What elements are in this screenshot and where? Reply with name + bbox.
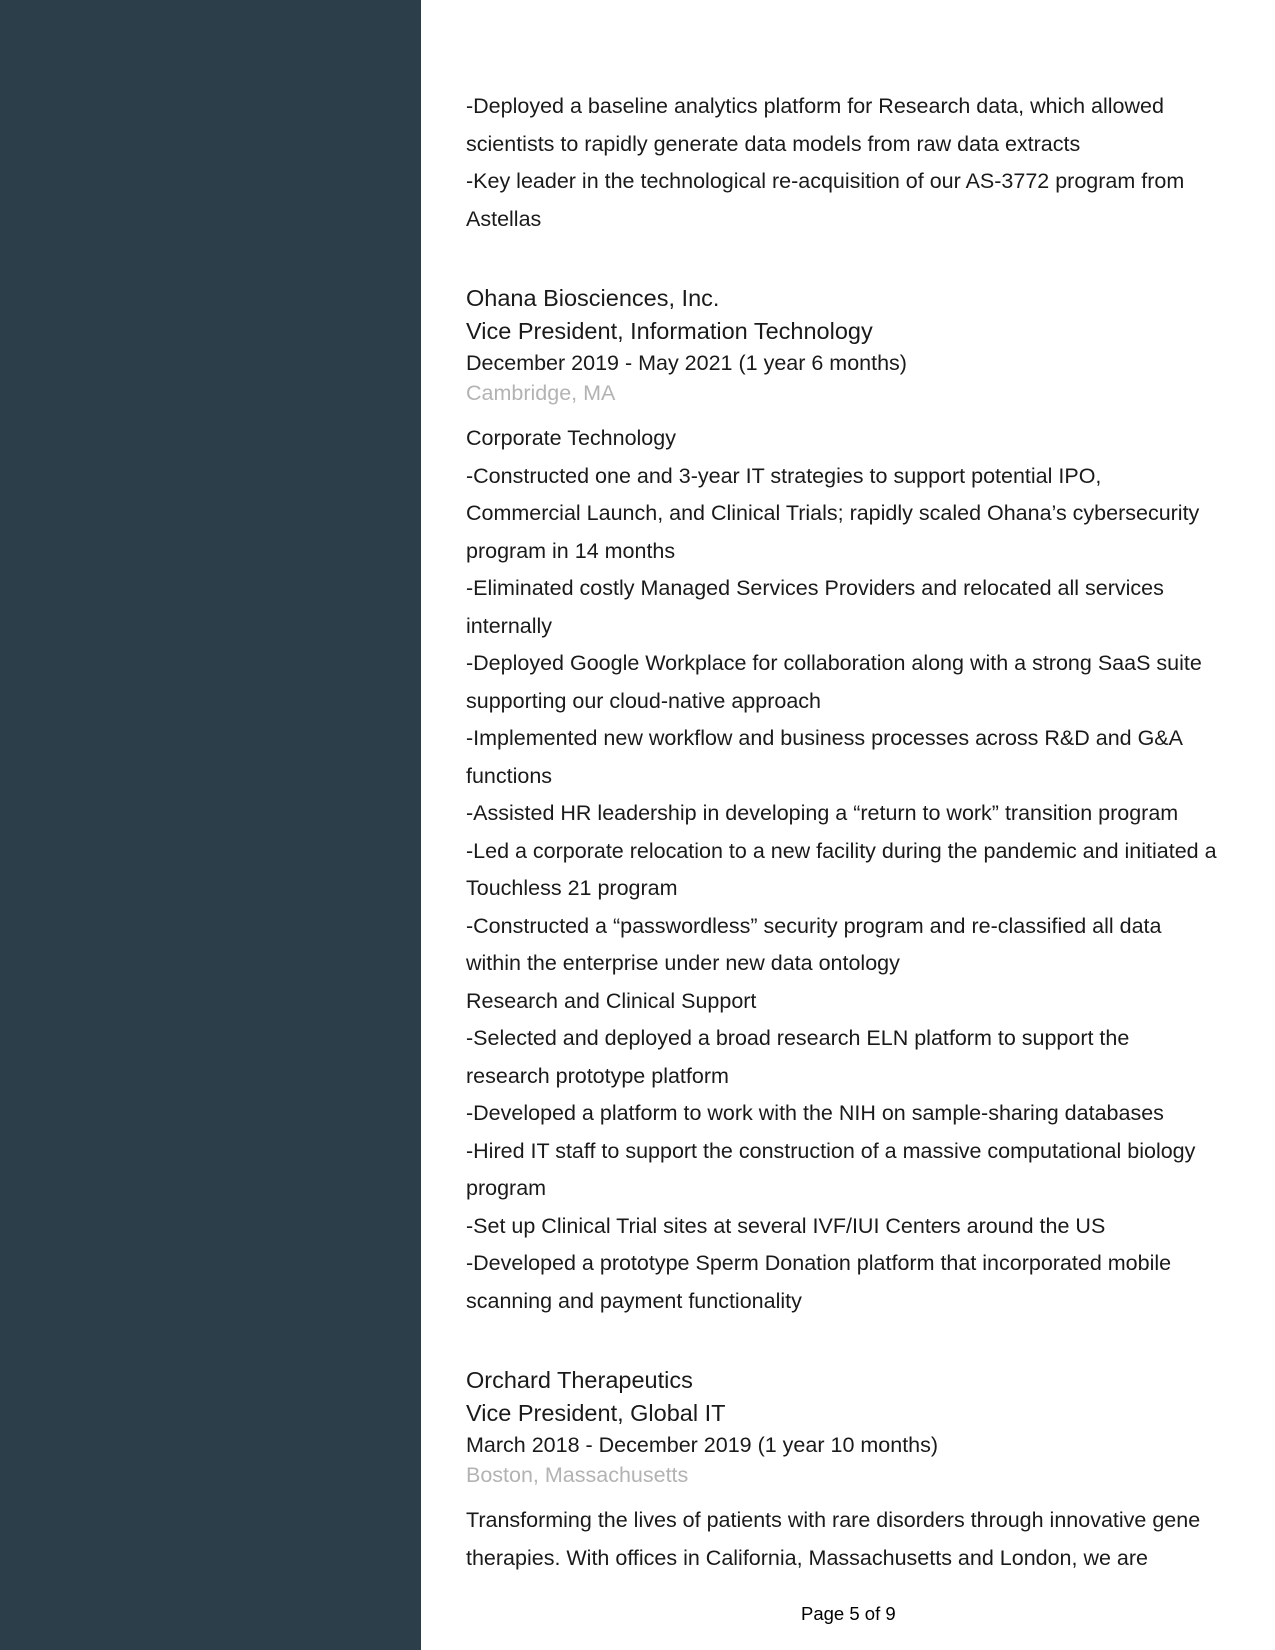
description-line: -Constructed a “passwordless” security program and re-classified all data [466, 913, 1162, 938]
resume-content [466, 88, 1246, 1577]
page-number: Page 5 of 9 [801, 1603, 896, 1624]
description-line: scanning and payment functionality [466, 1288, 802, 1313]
job-entry-ohana [466, 282, 1246, 1320]
description-line: -Developed a prototype Sperm Donation platform that incorporated mobile [466, 1251, 1172, 1275]
job-description [466, 420, 1246, 1320]
description-line: Commercial Launch, and Clinical Trials; rapidly scaled Ohana’s cybersecurity [466, 501, 1200, 525]
company-name: Orchard Therapeutics [466, 1367, 693, 1393]
description-line: -Deployed Google Workplace for collaboration along with a strong SaaS suite [466, 651, 1202, 675]
description-line: Transforming the lives of patients with rare disorders through innovative gene [466, 1508, 1201, 1532]
description-line: -Led a corporate relocation to a new facility during the pandemic and initiated a [466, 838, 1217, 863]
continued-job-description [466, 88, 1246, 238]
description-line: -Set up Clinical Trial sites at several IVF/IUI Centers around the US [466, 1213, 1106, 1238]
description-line: -Selected and deployed a broad research ELN platform to support the [466, 1026, 1130, 1050]
description-line: functions [466, 763, 553, 788]
description-line: -Developed a platform to work with the NIH on sample-sharing databases [466, 1101, 1164, 1125]
description-line: -Key leader in the technological re-acquisition of our AS-3772 program from [466, 169, 1185, 193]
description-line: research prototype platform [466, 1063, 729, 1088]
job-entry-orchard [466, 1364, 1246, 1577]
description-line: therapies. With offices in California, Massachusetts and London, we are [466, 1545, 1148, 1570]
description-line: -Hired IT staff to support the construction of a massive computational biology [466, 1138, 1196, 1163]
job-dates: March 2018 - December 2019 (1 year 10 months) [466, 1433, 939, 1457]
left-sidebar-panel [0, 0, 421, 1650]
job-dates: December 2019 - May 2021 (1 year 6 months) [466, 351, 907, 375]
job-location: Boston, Massachusetts [466, 1463, 689, 1487]
description-line: program in 14 months [466, 538, 676, 563]
description-line: program [466, 1176, 547, 1200]
description-line: scientists to rapidly generate data models from raw data extracts [466, 131, 1081, 156]
description-line: -Eliminated costly Managed Services Providers and relocated all services [466, 576, 1164, 600]
job-location: Cambridge, MA [466, 381, 616, 405]
job-title: Vice President, Global IT [466, 1400, 726, 1426]
description-line: internally [466, 613, 553, 638]
company-name: Ohana Biosciences, Inc. [466, 285, 720, 311]
description-line: Astellas [466, 206, 542, 231]
job-description [466, 1502, 1246, 1577]
description-line: Touchless 21 program [466, 876, 678, 900]
description-line: supporting our cloud-native approach [466, 688, 821, 713]
description-line: -Constructed one and 3-year IT strategies to support potential IPO, [466, 463, 1102, 488]
description-line: -Implemented new workflow and business processes across R&D and G&A [466, 726, 1183, 750]
description-line: -Deployed a baseline analytics platform for Research data, which allowed [466, 94, 1164, 118]
description-line: Research and Clinical Support [466, 988, 757, 1013]
description-line: -Assisted HR leadership in developing a “return to work” transition program [466, 801, 1179, 825]
description-line: within the enterprise under new data ontology [466, 951, 900, 975]
job-title: Vice President, Information Technology [466, 318, 873, 344]
description-line: Corporate Technology [466, 426, 676, 450]
